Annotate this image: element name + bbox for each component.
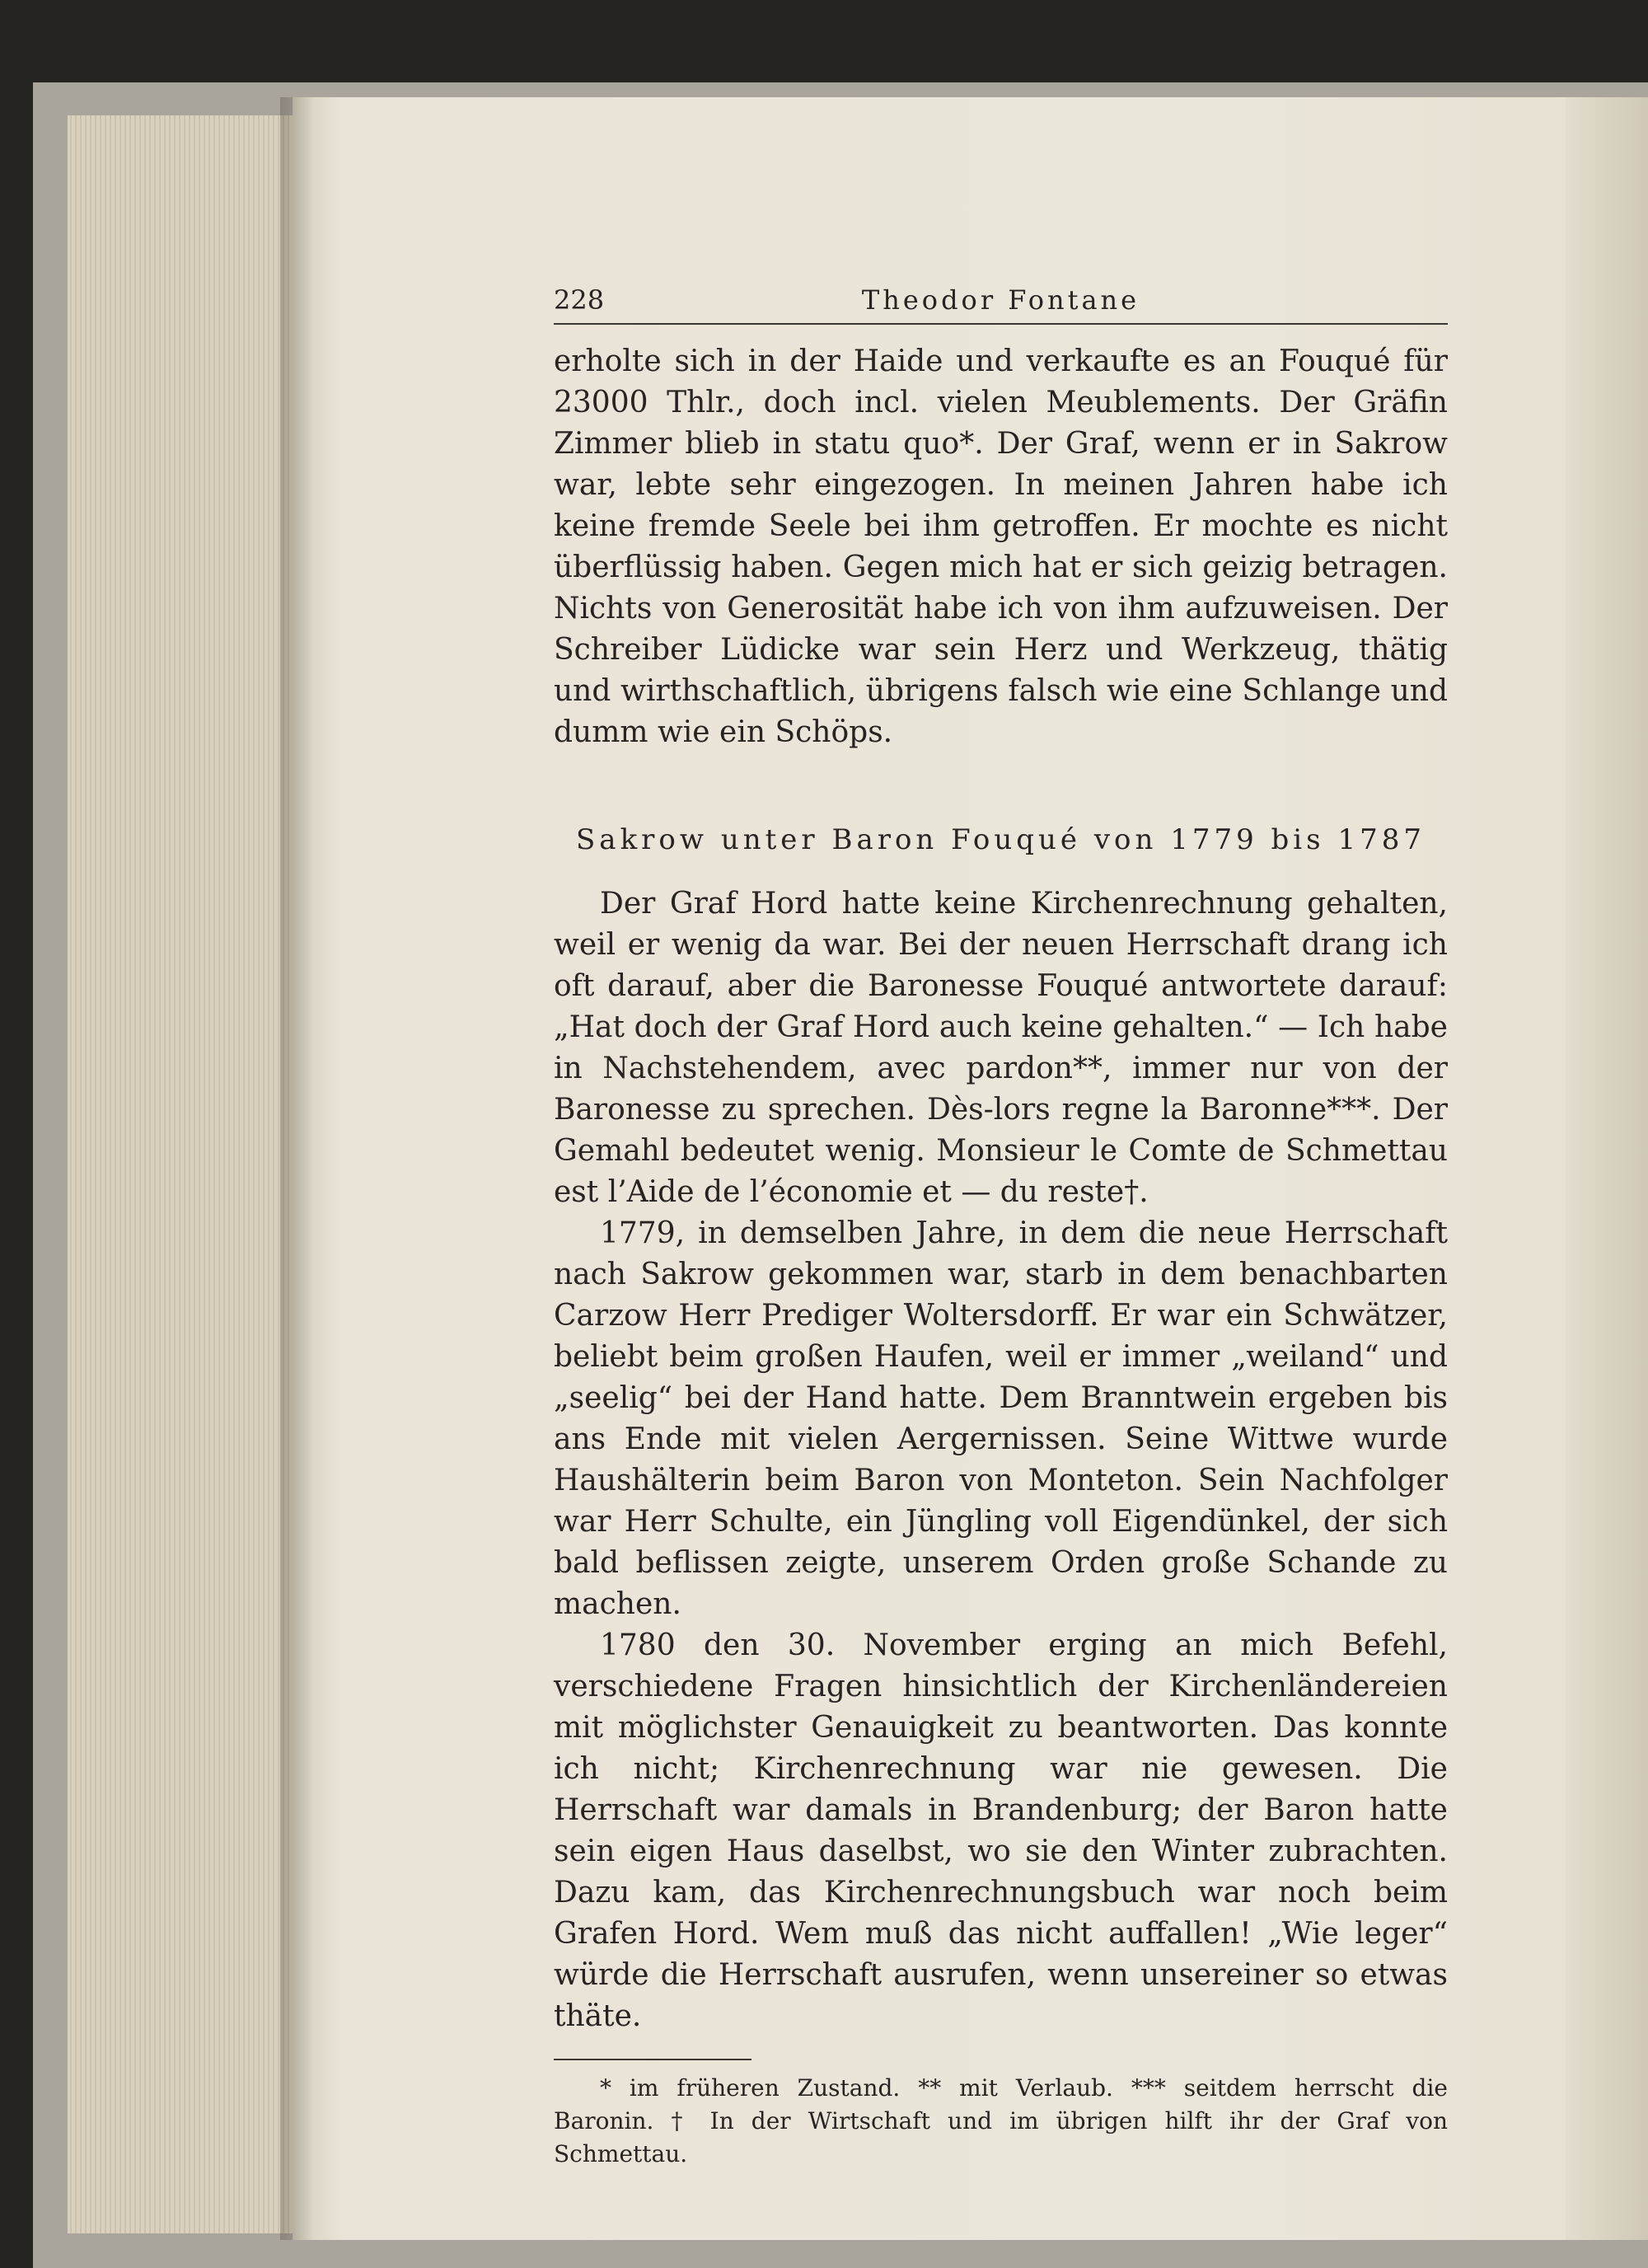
running-title: Theodor Fontane bbox=[861, 284, 1140, 316]
facing-page-edge bbox=[1566, 97, 1648, 2240]
paragraph-4: 1780 den 30. November erging an mich Befehl, verschiedene Fragen hinsichtlich der Kirchenländereien mit möglichster Genauigkeit zu beantworten. Das konnte ich nicht; Kirchenrechnung war nie gewesen. Die Herrschaft war damals in Brandenburg; der Baron hatte sein eigen Haus daselbst, wo sie den Winter zubrachten. Dazu kam, das Kirchenrechnungsbuch war noch beim Grafen Hord. Wem muß das nicht auffallen! „Wie leger“ würde die Herrschaft ausrufen, wenn unsereiner so etwas thäte. bbox=[554, 1628, 1448, 2033]
page-content bbox=[554, 277, 1448, 2167]
footnotes: * im früheren Zustand. ** mit Verlaub. *** seitdem herrscht die Baronin. † In der Wirtschaft und im übrigen hilft ihr der Graf von Schmettau. bbox=[554, 2074, 1448, 2167]
paragraph-1: erholte sich in der Haide und verkaufte es an Fouqué für 23000 Thlr., doch incl. vielen Meublements. Der Gräfin Zimmer blieb in statu quo*. Der Graf, wenn er in Sakrow war, lebte sehr eingezogen. In meinen Jahren habe ich keine fremde Seele bei ihm getroffen. Er mochte es nicht überflüssig haben. Gegen mich hat er sich geizig betragen. Nichts von Generosität habe ich von ihm aufzuweisen. Der Schreiber Lüdicke war sein Herz und Werkzeug, thätig und wirthschaftlich, übrigens falsch wie eine Schlange und dumm wie ein Schöps. bbox=[554, 344, 1448, 749]
page-number: 228 bbox=[554, 284, 605, 316]
gutter-shadow bbox=[280, 97, 313, 2240]
page-edges bbox=[68, 115, 307, 2233]
paragraph-3: 1779, in demselben Jahre, in dem die neue Herrschaft nach Sakrow gekommen war, starb in dem benachbarten Carzow Herr Prediger Woltersdorff. Er war ein Schwätzer, beliebt beim großen Haufen, weil er immer „weiland“ und „seelig“ bei der Hand hatte. Dem Branntwein ergeben bis ans Ende mit vielen Aergernissen. Seine Wittwe wurde Haushälterin beim Baron von Monteton. Sein Nachfolger war Herr Schulte, ein Jüngling voll Eigendünkel, der sich bald beflissen zeigte, unserem Orden große Schande zu machen. bbox=[554, 1216, 1448, 1621]
paragraph-2: Der Graf Hord hatte keine Kirchenrechnung gehalten, weil er wenig da war. Bei der neuen Herrschaft drang ich oft darauf, aber die Baronesse Fouqué antwortete darauf: „Hat doch der Graf Hord auch keine gehalten.“ — Ich habe in Nachstehendem, avec pardon**, immer nur von der Baronesse zu sprechen. Dès-lors regne la Baronne***. Der Gemahl bedeutet wenig. Monsieur le Comte de Schmettau est l’Aide de l’économie et — du reste†. bbox=[554, 887, 1448, 1209]
running-header bbox=[554, 277, 1448, 325]
section-title: Sakrow unter Baron Fouqué von 1779 bis 1787 bbox=[576, 823, 1426, 856]
footnote-rule bbox=[554, 2059, 751, 2060]
